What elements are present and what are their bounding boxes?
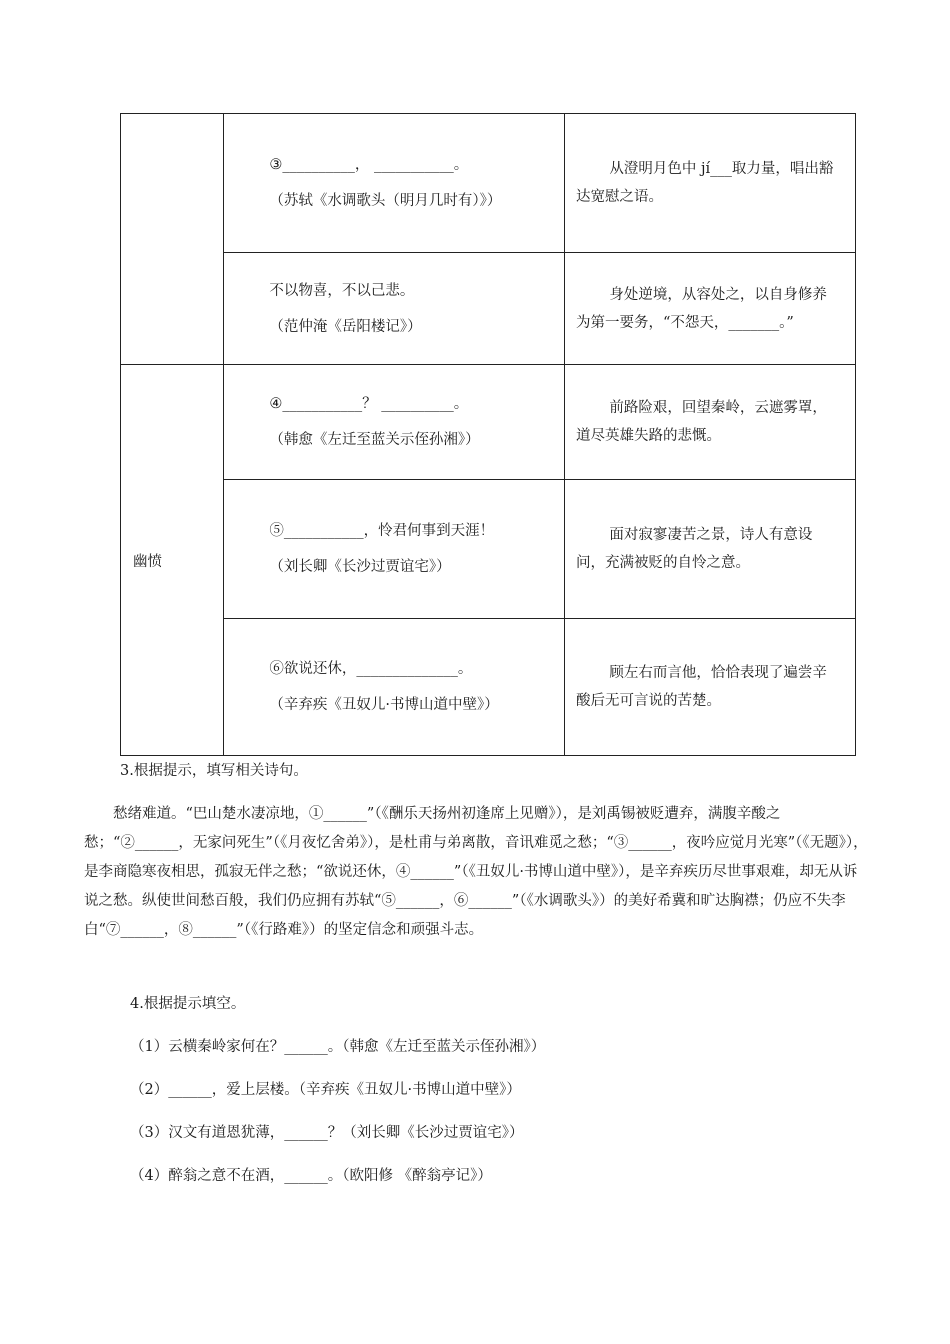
note-cell bbox=[565, 619, 856, 756]
question-4-item: （3）汉文有道恩犹薄，______？（刘长卿《长沙过贾谊宅》） bbox=[130, 1125, 524, 1141]
verse-source: （范仲淹《岳阳楼记》） bbox=[269, 318, 422, 335]
note-cell bbox=[565, 114, 856, 253]
verse-line: 不以物喜，不以己悲。 bbox=[269, 282, 415, 299]
verse-line: ⑥欲说还休，______________。 bbox=[269, 661, 473, 677]
question-4-item: （1）云横秦岭家何在？______。（韩愈《左迁至蓝关示侄孙湘》） bbox=[130, 1039, 546, 1055]
question-3-body: 愁绪难道。“巴山楚水凄凉地，①______”（《酬乐天扬州初逢席上见赠》），是刘禹锡被贬遭弃，满腹辛酸之愁；“②______，无家问死生”（《月夜忆舍弟》），是杜甫与弟离散，音讯难觅之愁；“③______，夜吟应觉月光寒”（《无题》），是李商隐寒夜相思，孤寂无伴之愁；“欲说还休，④______”（《丑奴儿·书博山道中壁》），是辛弃疾历尽世事艰难，却无从诉说之愁。纵使世间愁百般，我们仍应拥有苏轼“⑤______，⑥______”（《水调歌头》）的美好希冀和旷达胸襟；仍应不失李白“⑦______，⑧______”（《行路难》）的坚定信念和顽强斗志。 bbox=[84, 806, 868, 938]
verse-cell bbox=[224, 114, 565, 253]
verse-cell bbox=[224, 480, 565, 619]
note-text: 前路险艰，回望秦岭，云遮雾罩，道尽英雄失路的悲慨。 bbox=[576, 400, 827, 444]
poem-table bbox=[120, 113, 856, 756]
note-text: 身处逆境，从容处之，以自身修养为第一要务，“不怨天，_______。” bbox=[576, 286, 827, 331]
table-row bbox=[121, 253, 856, 365]
table-row bbox=[121, 480, 856, 619]
verse-cell bbox=[224, 365, 565, 480]
category-cell-empty bbox=[121, 114, 224, 365]
verse-line: ⑤___________，怜君何事到天涯！ bbox=[269, 523, 495, 539]
category-cell bbox=[121, 365, 224, 756]
note-text: 顾左右而言他，恰恰表现了遍尝辛酸后无可言说的苦楚。 bbox=[576, 665, 827, 709]
note-cell bbox=[565, 365, 856, 480]
question-4-item: （4）醉翁之意不在酒，______。（欧阳修 《醉翁亭记》） bbox=[130, 1168, 492, 1184]
verse-line: ③__________， ___________。 bbox=[269, 157, 469, 173]
question-4-title: 4.根据提示填空。 bbox=[130, 996, 246, 1012]
note-text: 从澄明月色中 jí___取力量，唱出豁达宽慰之语。 bbox=[576, 161, 834, 205]
table-row bbox=[121, 619, 856, 756]
verse-source: （刘长卿《长沙过贾谊宅》） bbox=[269, 559, 451, 575]
table-row bbox=[121, 114, 856, 253]
question-3-title: 3.根据提示，填写相关诗句。 bbox=[120, 763, 308, 779]
note-cell bbox=[565, 480, 856, 619]
table-row bbox=[121, 365, 856, 480]
verse-source: （苏轼《水调歌头（明月几时有）》） bbox=[269, 193, 502, 209]
note-text: 面对寂寥凄苦之景，诗人有意设问，充满被贬的自怜之意。 bbox=[576, 527, 813, 571]
category-label: 幽愤 bbox=[133, 553, 162, 570]
verse-source: （韩愈《左迁至蓝关示侄孙湘》） bbox=[269, 432, 480, 448]
verse-cell bbox=[224, 619, 565, 756]
verse-line: ④___________？ __________。 bbox=[269, 396, 469, 412]
question-4-item: （2）______，爱上层楼。（辛弃疾《丑奴儿·书博山道中壁》） bbox=[130, 1082, 521, 1098]
verse-source: （辛弃疾《丑奴儿·书博山道中壁》） bbox=[269, 697, 499, 713]
note-cell bbox=[565, 253, 856, 365]
verse-cell bbox=[224, 253, 565, 365]
